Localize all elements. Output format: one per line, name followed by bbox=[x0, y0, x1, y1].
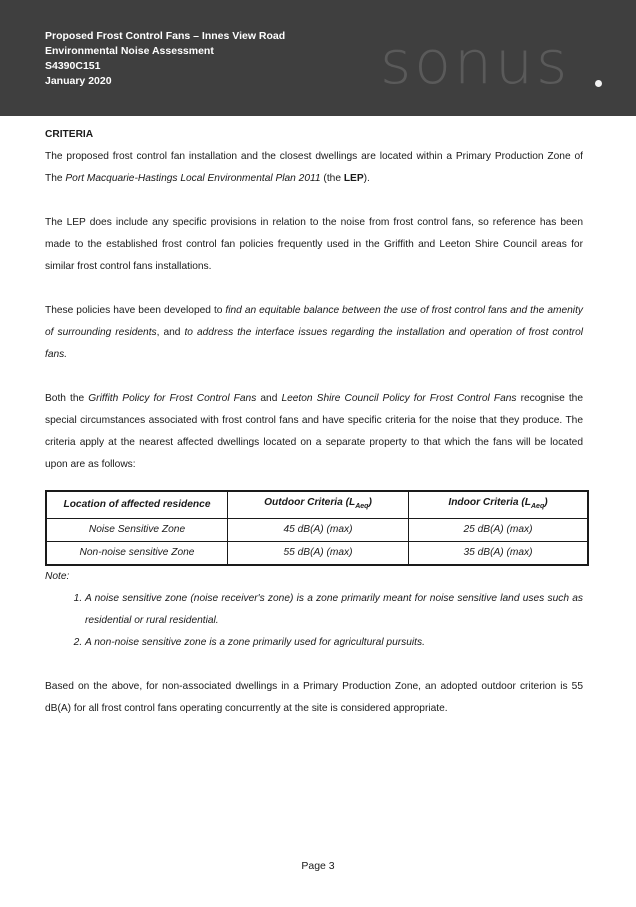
paragraph-zone: The proposed frost control fan installation and the closest dwellings are located within a Primary Production Zone of The Port Macquarie-Hastings Local Environmental Plan 2011 (the LEP). bbox=[45, 151, 583, 184]
col-location: Location of affected residence bbox=[46, 491, 228, 519]
notes-list bbox=[45, 588, 583, 654]
paragraph-conclusion: Based on the above, for non-associated dwellings in a Primary Production Zone, an adopted outdoor criterion is 55 dB(A) for all frost control fans operating concurrently at the site is considered appropriate. bbox=[45, 681, 583, 715]
list-item: 2. A non-noise sensitive zone is a zone primarily used for agricultural pursuits. bbox=[85, 632, 583, 654]
leeton-policy: Leeton Shire Council Policy for Frost Control Fans bbox=[281, 393, 517, 404]
sonus-logo: sonus bbox=[380, 28, 571, 98]
page-header bbox=[0, 0, 636, 116]
paragraph-policies: The LEP does include any specific provisions in relation to the noise from frost control fans, so reference has been made to the established frost control fan policies frequently used in the Griffith and Leeton Shire Council areas for similar frost control fans installations. bbox=[45, 217, 583, 272]
report-date: January 2020 bbox=[45, 75, 112, 87]
griffith-policy: Griffith Policy for Frost Control Fans bbox=[88, 393, 257, 404]
document-body bbox=[45, 124, 583, 720]
section-heading: CRITERIA bbox=[45, 129, 94, 140]
col-indoor: Indoor Criteria $(L_{Aeq})$ bbox=[409, 491, 589, 519]
paragraph-purpose: These policies have been developed to find an equitable balance between the use of frost control fans and the amenity of surrounding residents, and to address the interface issues regarding the installation and operation of frost control fans. bbox=[45, 305, 583, 360]
list-item: 1. A noise sensitive zone (noise receiver's zone) is a zone primarily meant for noise sensitive land uses such as residential or rural residential. bbox=[85, 588, 583, 632]
header-details bbox=[45, 29, 285, 89]
logo-dot bbox=[595, 80, 602, 87]
note-label: Note: bbox=[45, 571, 70, 583]
plan-title: Port Macquarie-Hastings Local Environmental Plan 2011 bbox=[65, 173, 321, 184]
table-row: Non-noise sensitive Zone 55 dB(A) (max) 35 dB(A) (max) bbox=[46, 542, 588, 566]
table-row: Noise Sensitive Zone 45 dB(A) (max) 25 dB(A) (max) bbox=[46, 519, 588, 542]
paragraph-criteria-intro: Both the Griffith Policy for Frost Control Fans and Leeton Shire Council Policy for Frost Control Fans recognise the special circumstances associated with frost control fans and have specific criteria for the noise that they produce. The criteria apply at the nearest affected dwellings located on a separate property to that which the fans will be located upon are as follows: bbox=[45, 393, 583, 470]
page-number: Page 3 bbox=[301, 860, 335, 872]
table-header-row bbox=[46, 491, 588, 519]
col-outdoor: Outdoor Criteria $(L_{Aeq})$ bbox=[228, 491, 409, 519]
report-number: S4390C151 bbox=[45, 60, 101, 72]
lep-abbr: LEP bbox=[343, 173, 364, 184]
project-title: Proposed Frost Control Fans – Innes View Road bbox=[45, 30, 286, 42]
report-type: Environmental Noise Assessment bbox=[45, 45, 214, 57]
criteria-table bbox=[45, 490, 589, 566]
